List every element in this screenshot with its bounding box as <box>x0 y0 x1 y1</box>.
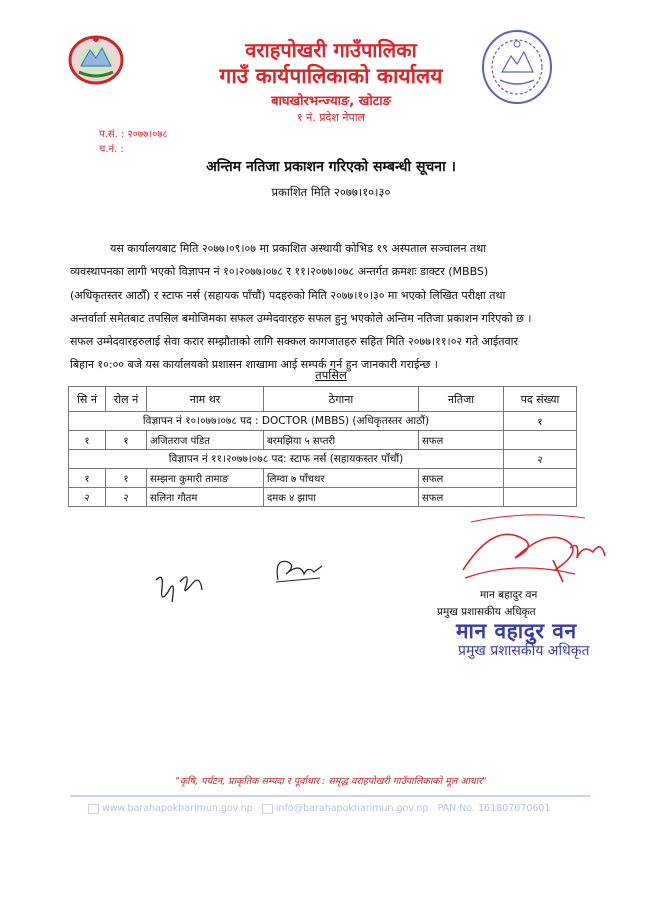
column-header-sn: सि नं <box>69 387 106 412</box>
footer-divider <box>70 795 590 797</box>
cell-name: अजितराज पंडित <box>147 431 264 450</box>
footer-website: www.barahapokharimun.gov.np <box>102 803 253 814</box>
officer-name: मान बहादुर वन <box>480 589 538 601</box>
cell-posts <box>504 431 577 450</box>
cell-result: सफल <box>419 431 504 450</box>
column-header-address: ठेगाना <box>264 387 419 412</box>
results-table <box>68 386 577 507</box>
column-header-posts: पद संख्या <box>504 387 577 412</box>
cell-roll: १ <box>106 431 147 450</box>
municipality-name: वराहपोखरी गाउँपालिका <box>245 38 417 62</box>
table-row <box>69 469 577 488</box>
reference-number: प.सं. : २०७७।०७८ <box>99 129 168 140</box>
schedule-heading: तपसिल <box>315 368 347 382</box>
officer-signature-icon <box>455 500 615 590</box>
body-line: (अधिकृतस्तर आठौँ) र स्टाफ नर्स (सहायक पाँचौं) पदहरुको मिति २०७७।१०।३० मा भएको लिखित परीक्षा तथा <box>70 288 506 302</box>
body-line: बिहान १०:०० बजे यस कार्यालयको प्रशासन शाखामा आई सम्पर्क गर्न हुन जानकारी गराईन्छ । <box>70 358 438 372</box>
group-row <box>69 412 577 431</box>
cell-result: सफल <box>419 488 504 507</box>
footer-contact <box>88 803 551 814</box>
column-header-roll: रोल नं <box>106 387 147 412</box>
dispatch-number: च.नं. : <box>99 144 124 155</box>
office-address: बाघखोरभन्ज्याङ, खोटाङ <box>271 94 391 109</box>
cell-address: बरमझिया ५ सप्तरी <box>264 431 419 450</box>
group-posts: २ <box>504 450 577 469</box>
cell-sn: २ <box>69 488 106 507</box>
globe-icon <box>88 804 99 814</box>
column-header-name: नाम थर <box>147 387 264 412</box>
cell-address: दमक ४ झापा <box>264 488 419 507</box>
province-name: १ नं. प्रदेश नेपाल <box>296 111 366 124</box>
footer-pan: PAN No. 161807070601 <box>437 803 551 814</box>
officer-designation: प्रमुख प्रशासकीय अधिकृत <box>437 606 536 618</box>
table-header-row <box>69 387 577 412</box>
cell-roll: २ <box>106 488 147 507</box>
cell-name: सलिना गौतम <box>147 488 264 507</box>
committee-signature-2-icon <box>270 552 328 588</box>
body-line: अन्तर्वार्ता समेतबाट तपसिल बमोजिमका सफल उम्मेदवारहरु सफल हुनु भएकोले अन्तिम नतिजा प्रकाशन गरिएको छ । <box>70 311 532 325</box>
cell-sn: १ <box>69 469 106 488</box>
group-title: विज्ञापन नं १०।०७७।०७८ पद : DOCTOR (MBBS) (अधिकृतस्तर आठौं) <box>69 412 504 431</box>
notice-body <box>70 237 590 377</box>
column-header-result: नतिजा <box>419 387 504 412</box>
cell-result: सफल <box>419 469 504 488</box>
group-posts: १ <box>504 412 577 431</box>
name-stamp: मान वहादुर वन <box>456 619 577 643</box>
body-line: यस कार्यालयबाट मिति २०७७।०९।०७ मा प्रकाशित अस्थायी कोभिड १९ अस्पताल सञ्चालन तथा <box>110 242 487 255</box>
group-title: विज्ञापन नं ११।२०७७।०७८ पद: स्टाफ नर्स (सहायकस्तर पाँचौं) <box>69 450 504 469</box>
notice-title: अन्तिम नतिजा प्रकाशन गरिएको सम्बन्धी सूचना । <box>206 159 456 175</box>
cell-posts <box>504 469 577 488</box>
group-row <box>69 450 577 469</box>
email-icon <box>262 804 273 814</box>
body-line: व्यवस्थापनका लागी भएको विज्ञापन नं १०।२०७७।०७८ र ११।२०७७।०७८ अन्तर्गत क्रमशः डाक्टर (MBBS) <box>70 265 489 279</box>
table-row <box>69 431 577 450</box>
footer-email: info@barahapokharimun.gov.np <box>275 803 429 814</box>
cell-address: लिम्वा ७ पाँचथर <box>264 469 419 488</box>
designation-stamp: प्रमुख प्रशासकीय अधिकृत <box>458 643 590 659</box>
published-date: प्रकाशित मिति २०७७।१०।३० <box>271 185 391 199</box>
body-line: सफल उम्मेदवारहरुलाई सेवा करार सम्झौताको लागि सक्कल कागजातहरु सहित मिति २०७७।११।०२ गते आईतवार <box>70 335 518 349</box>
office-name: गाउँ कार्यपालिकाको कार्यालय <box>219 64 443 88</box>
footer-slogan: "कृषि, पर्यटन, प्राकृतिक सम्पदा र पूर्वाधार : समृद्ध वराहपोखरी गाउँपालिकाको मूल आधार" <box>175 776 487 787</box>
committee-signature-1-icon <box>150 562 210 614</box>
cell-roll: १ <box>106 469 147 488</box>
cell-name: सम्झना कुमारी तामाङ <box>147 469 264 488</box>
cell-sn: १ <box>69 431 106 450</box>
